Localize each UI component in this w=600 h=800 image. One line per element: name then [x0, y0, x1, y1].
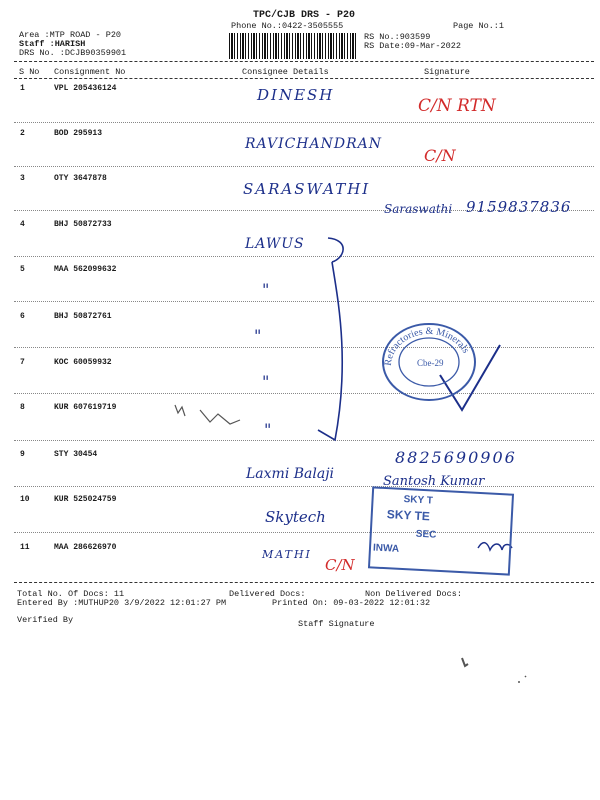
row-consignment: KUR 607619719	[54, 403, 117, 412]
bracket-stroke	[318, 238, 343, 440]
row-consignment: VPL 205436124	[54, 84, 117, 93]
row-consignment: STY 30454	[54, 450, 98, 459]
verified-by: Verified By	[17, 615, 74, 625]
total-docs: Total No. Of Docs: 11	[17, 589, 125, 599]
delivered-docs: Delivered Docs:	[229, 589, 306, 599]
row-sno: 9	[20, 450, 25, 459]
handwritten-consignee: RAVICHANDRAN	[245, 136, 383, 152]
row-sno: 6	[20, 312, 25, 321]
ditto-mark: "	[254, 326, 262, 345]
handwritten-signature: Saraswathi	[384, 202, 453, 216]
rect-stamp-border	[368, 486, 514, 575]
handwritten-consignee: LAWUS	[245, 236, 305, 252]
rect-stamp-line: SKY T	[403, 494, 434, 507]
row-sno: 3	[20, 174, 25, 183]
row-sno: 5	[20, 265, 25, 274]
row-consignment: OTY 3647878	[54, 174, 107, 183]
ditto-mark: "	[262, 280, 270, 299]
ditto-mark: "	[264, 420, 272, 439]
non-delivered-docs: Non Delivered Docs:	[365, 589, 462, 599]
row-sno: 2	[20, 129, 25, 138]
row-consignment: KOC 60059932	[54, 358, 112, 367]
handwritten-phone: 8825690906	[395, 448, 517, 467]
row-consignment: MAA 562099632	[54, 265, 117, 274]
rect-stamp-line: SKY TE	[386, 507, 431, 524]
row-consignment: KUR 525024759	[54, 495, 117, 504]
handwritten-consignee: DINESH	[257, 86, 335, 104]
entered-by: Entered By :MUTHUP20 3/9/2022 12:01:27 PM	[17, 598, 227, 608]
rect-stamp-line: INWA	[372, 542, 400, 555]
phone-number: Phone No.:0422-3505555	[231, 21, 344, 31]
row-sno: 1	[20, 84, 25, 93]
row-sno: 11	[20, 543, 30, 552]
stamp-inner-text: Cbe-29	[417, 358, 444, 368]
handwritten-note: C/N RTN	[418, 96, 496, 116]
row-consignment: MAA 286626970	[54, 543, 117, 552]
report-title: TPC/CJB DRS - P20	[253, 10, 356, 21]
row-sno: 8	[20, 403, 25, 412]
page-number: Page No.:1	[453, 21, 505, 31]
col-sno: S No	[19, 67, 40, 77]
col-signature: Signature	[424, 67, 470, 77]
staff-label: Staff :HARISH	[19, 39, 86, 49]
row-consignment: BHJ 50872761	[54, 312, 112, 321]
handwritten-consignee: Skytech	[265, 508, 326, 526]
printed-on: Printed On: 09-03-2022 12:01:32	[272, 598, 431, 608]
handwritten-phone: 9159837836	[466, 198, 572, 216]
round-stamp-graphic	[381, 322, 477, 402]
col-consignee: Consignee Details	[242, 67, 329, 77]
handwritten-consignee: Laxmi Balaji	[246, 466, 335, 482]
staff-signature: Staff Signature	[298, 619, 375, 629]
round-stamp	[381, 322, 477, 402]
stamp-outer-path: Refractories & Minerals	[382, 325, 472, 367]
col-consignment: Consignment No	[54, 67, 126, 77]
area-label: Area :MTP ROAD - P20	[19, 30, 122, 40]
row-consignment: BOD 295913	[54, 129, 103, 138]
rs-number: RS No.:903599	[364, 32, 431, 42]
handwritten-consignee: SARASWATHI	[243, 180, 371, 198]
pen-mark	[462, 658, 468, 666]
rect-stamp-line: SEC	[415, 528, 437, 541]
row-consignment: BHJ 50872733	[54, 220, 112, 229]
handwritten-consignee: MATHI	[262, 548, 312, 561]
handwritten-signature: Santosh Kumar	[383, 474, 485, 489]
scribble-stroke	[175, 405, 240, 424]
drs-number: DRS No. :DCJB90359901	[19, 48, 127, 58]
ditto-mark: "	[262, 372, 270, 391]
row-sno: 7	[20, 358, 25, 367]
row-sno: 4	[20, 220, 25, 229]
row-sno: 10	[20, 495, 30, 504]
rect-stamp	[368, 486, 514, 575]
handwritten-note: C/N	[325, 556, 355, 574]
rs-date: RS Date:09-Mar-2022	[364, 41, 461, 51]
handwritten-note: C/N	[424, 146, 456, 165]
pen-mark	[518, 676, 526, 682]
